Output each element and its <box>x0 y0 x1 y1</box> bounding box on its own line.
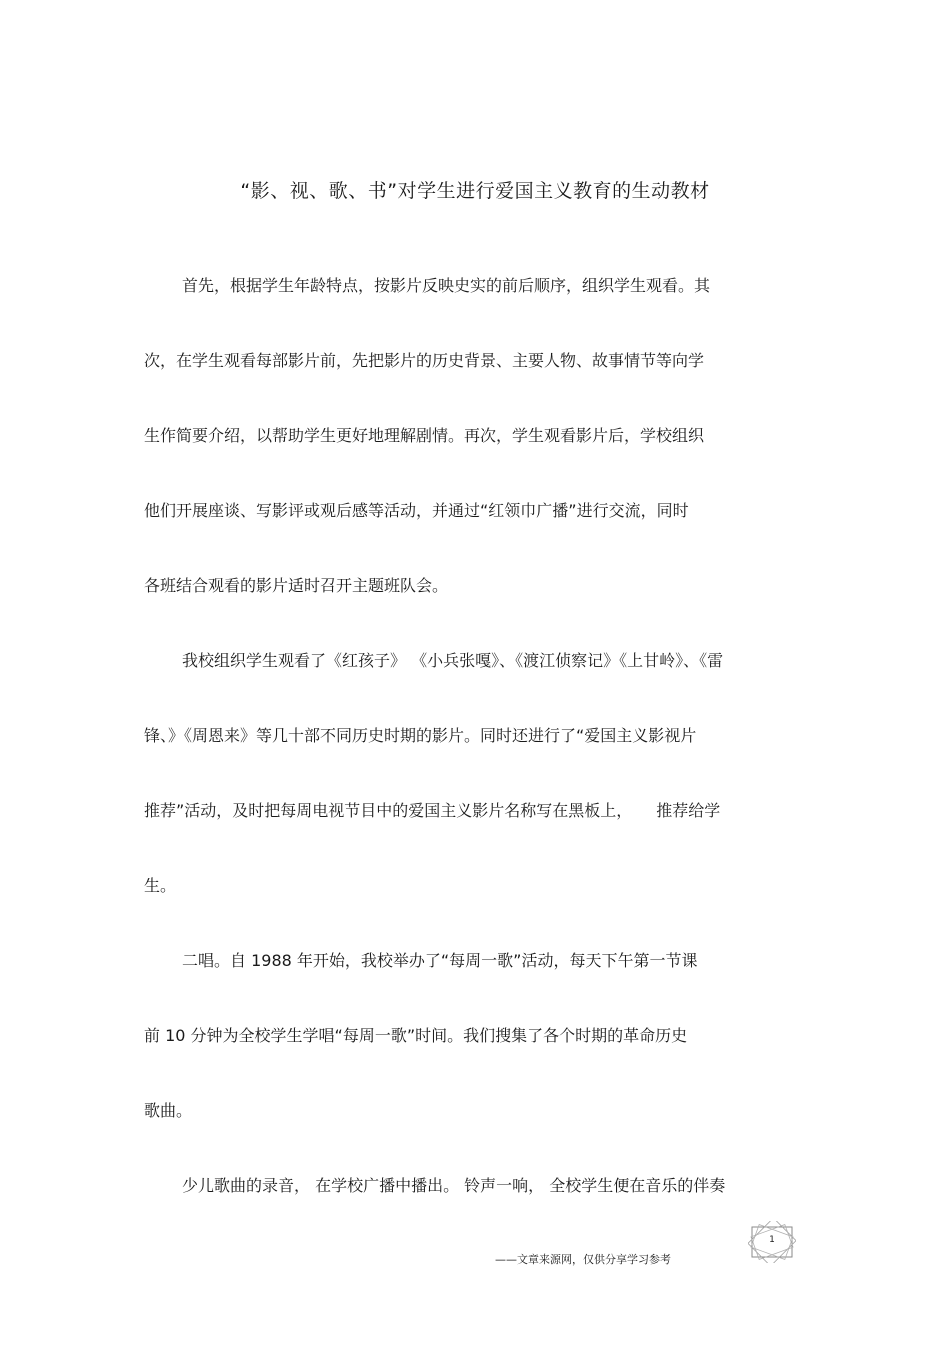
body-line: 他们开展座谈、写影评或观后感等活动，并通过“红领巾广播”进行交流，同时 <box>144 501 689 520</box>
footer-note: ——文章来源网，仅供分享学习参考 <box>495 1253 671 1266</box>
body-line: 首先，根据学生年龄特点，按影片反映史实的前后顺序，组织学生观看。其 <box>182 276 711 295</box>
body-line: 二唱。自 1988 年开始，我校举办了“每周一歌”活动，每天下午第一节课 <box>182 951 698 970</box>
body-line: 少儿歌曲的录音， 在学校广播中播出。 铃声一响， 全校学生便在音乐的伴奏 <box>182 1176 726 1195</box>
body-line: 推荐”活动，及时把每周电视节目中的爱国主义影片名称写在黑板上， 推荐给学 <box>144 801 721 820</box>
body-line: 我校组织学生观看了《红孩子》 《小兵张嘎》、《渡江侦察记》《上甘岭》、《雷 <box>182 651 724 670</box>
body-line: 歌曲。 <box>144 1101 193 1120</box>
document-title: “影、视、歌、书”对学生进行爱国主义教育的生动教材 <box>240 180 710 202</box>
body-line: 次，在学生观看每部影片前，先把影片的历史背景、主要人物、故事情节等向学 <box>144 351 705 370</box>
body-line: 生。 <box>144 876 177 895</box>
page-number: 1 <box>769 1235 775 1245</box>
body-line: 锋、》《周恩来》等几十部不同历史时期的影片。同时还进行了“爱国主义影视片 <box>144 726 697 745</box>
body-line: 前 10 分钟为全校学生学唱“每周一歌”时间。我们搜集了各个时期的革命历史 <box>144 1026 688 1045</box>
page-badge <box>748 1221 796 1263</box>
body-line: 各班结合观看的影片适时召开主题班队会。 <box>144 576 449 595</box>
body-line: 生作简要介绍，以帮助学生更好地理解剧情。再次，学生观看影片后，学校组织 <box>144 426 705 445</box>
